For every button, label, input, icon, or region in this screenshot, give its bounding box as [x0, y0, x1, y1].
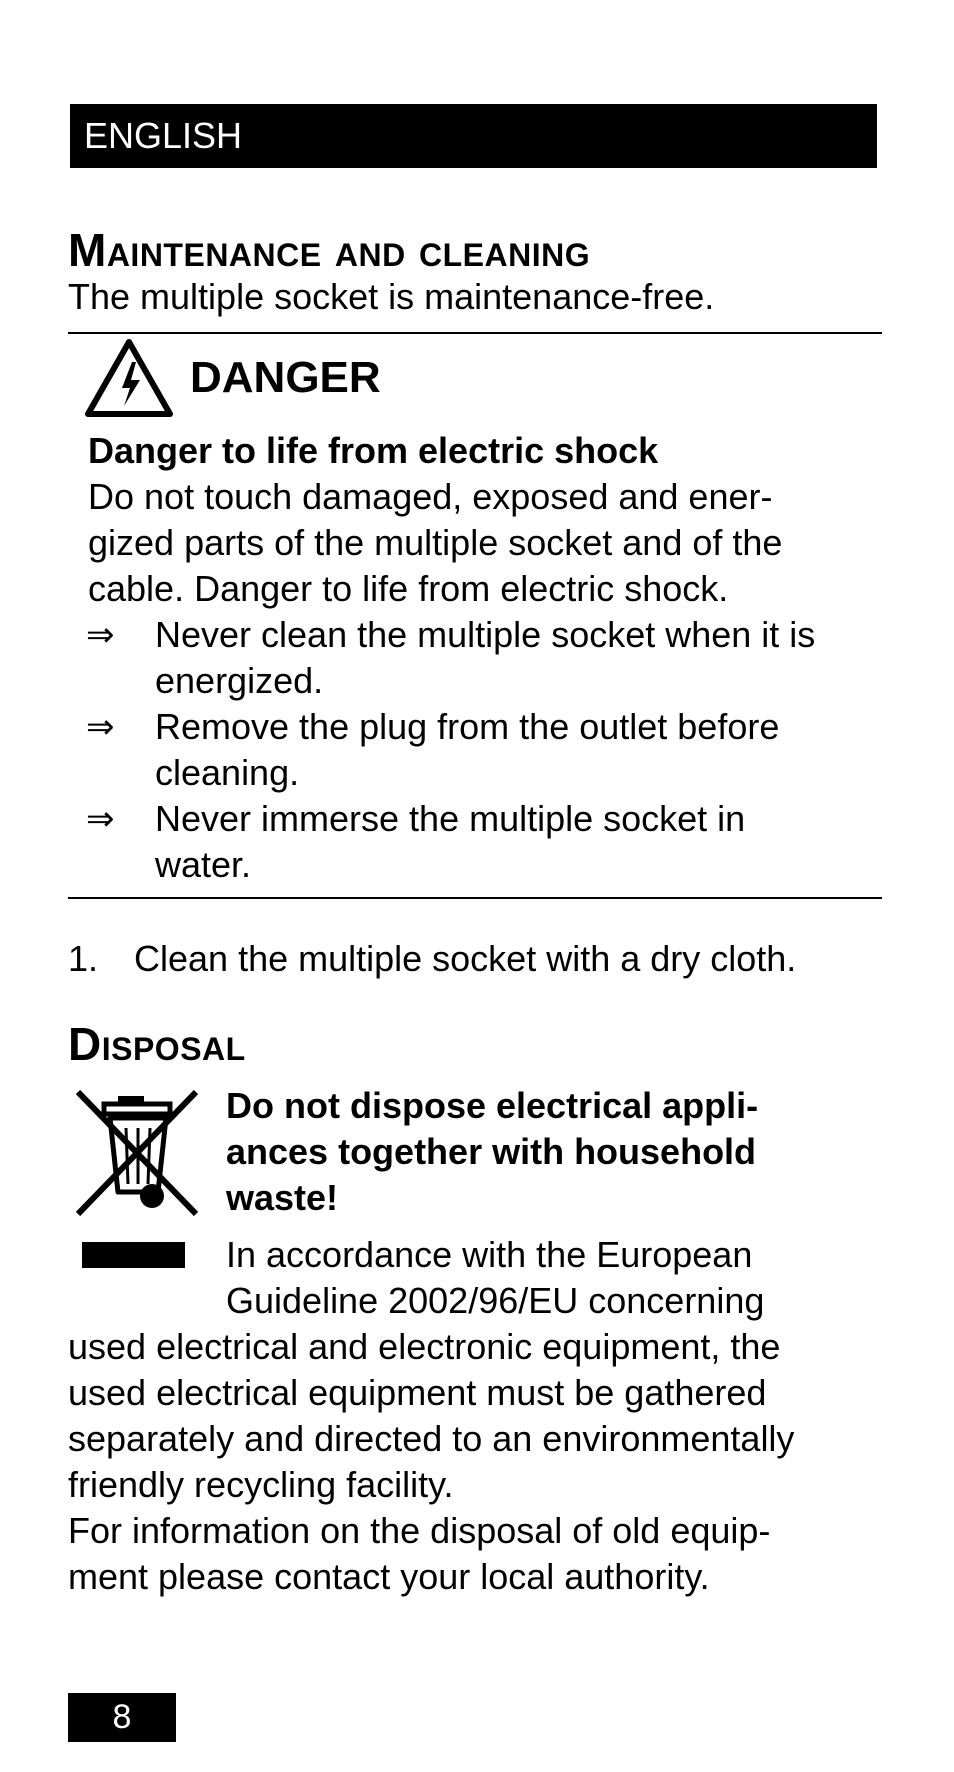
maintenance-text: The multiple socket is maintenance-free.	[68, 276, 715, 317]
page-number: 8	[68, 1693, 176, 1742]
danger-bottom-rule	[68, 897, 882, 899]
arrow-icon: ⇒	[86, 708, 115, 746]
disposal-text-line: In accordance with the European	[226, 1234, 753, 1275]
language-header: ENGLISH	[70, 104, 877, 168]
disposal-warning-line: ances together with household	[226, 1131, 757, 1172]
danger-top-rule	[68, 332, 882, 334]
instruction-line: Never immerse the multiple socket in	[155, 798, 746, 839]
instruction-line: water.	[155, 844, 252, 885]
instruction-line: energized.	[155, 660, 324, 701]
disposal-warning-line: Do not dispose electrical appli-	[226, 1085, 759, 1126]
danger-subtitle: Danger to life from electric shock	[88, 430, 659, 471]
danger-title: DANGER	[190, 353, 381, 402]
danger-text-line: Do not touch damaged, exposed and ener-	[88, 476, 773, 517]
disposal-text-line: Guideline 2002/96/EU concerning	[226, 1280, 765, 1321]
instruction-line: cleaning.	[155, 752, 300, 793]
crossed-out-wheelie-bin-icon	[74, 1088, 200, 1218]
disposal-warning-line: waste!	[226, 1177, 339, 1218]
danger-text-line: gized parts of the multiple socket and of the	[88, 522, 783, 563]
disposal-text-line: used electrical equipment must be gathered	[68, 1372, 767, 1413]
disposal-heading: Disposal	[68, 1018, 246, 1070]
electric-hazard-icon	[84, 338, 174, 418]
instruction-line: Remove the plug from the outlet before	[155, 706, 780, 747]
weee-marking-bar	[82, 1242, 185, 1268]
disposal-text-line: separately and directed to an environmentally	[68, 1418, 795, 1459]
arrow-icon: ⇒	[86, 616, 115, 654]
disposal-text-line: For information on the disposal of old equip-	[68, 1510, 771, 1551]
arrow-icon: ⇒	[86, 800, 115, 838]
disposal-text-line: ment please contact your local authority.	[68, 1556, 710, 1597]
danger-text-line: cable. Danger to life from electric shock.	[88, 568, 729, 609]
disposal-text-line: used electrical and electronic equipment, the	[68, 1326, 781, 1367]
step-text: Clean the multiple socket with a dry cloth.	[134, 938, 797, 979]
maintenance-heading: Maintenance and cleaning	[68, 224, 591, 276]
disposal-warning	[226, 1083, 846, 1221]
instruction-line: Never clean the multiple socket when it is	[155, 614, 816, 655]
step-number: 1.	[68, 938, 99, 979]
disposal-text-line: friendly recycling facility.	[68, 1464, 454, 1505]
